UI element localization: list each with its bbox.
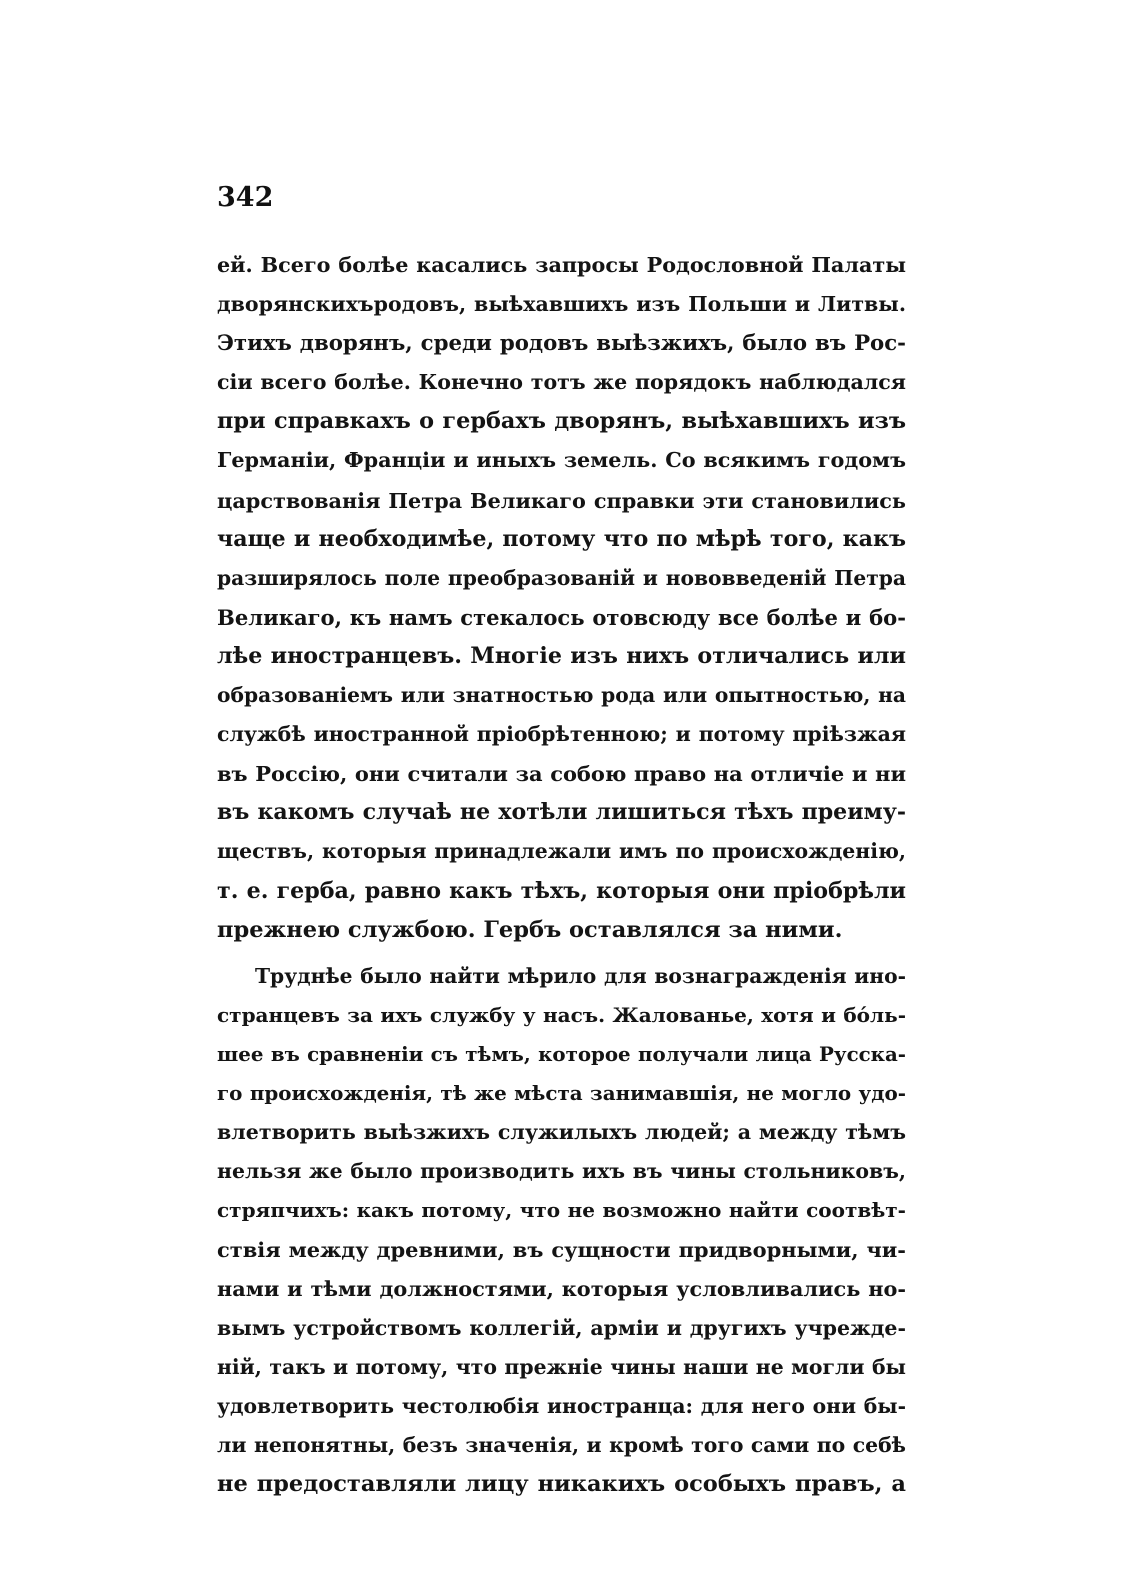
text-line: царствованія Петра Великаго справки эти становились — [217, 487, 906, 513]
text-line: удовлетворить честолюбія иностранца: для него они бы- — [217, 1393, 906, 1418]
text-line: го происхожденія, тѣ же мѣста занимавшія, не могло удо- — [217, 1080, 906, 1105]
text-line: Этихъ дворянъ, среди родовъ выѣзжихъ, было въ Рос- — [217, 331, 906, 357]
text-line: дворянскихъродовъ, выѣхавшихъ изъ Польши и Литвы. — [217, 292, 906, 317]
text-line: нами и тѣми должностями, которыя условливались но- — [217, 1276, 906, 1302]
text-line: ществъ, которыя принадлежали имъ по происхожденію, — [217, 839, 906, 864]
text-line: ей. Всего болѣе касались запросы Родословной Палаты — [217, 253, 906, 277]
text-line: стряпчихъ: какъ потому, что не возможно найти соотвѣт- — [217, 1198, 906, 1223]
text-line: Германіи, Франціи и иныхъ земель. Со всякимъ годомъ — [217, 448, 906, 473]
page-number: 342 — [217, 182, 274, 213]
text-line: въ какомъ случаѣ не хотѣли лишиться тѣхъ преиму- — [217, 799, 906, 826]
text-line: образованіемъ или знатностью рода или опытностью, на — [217, 683, 906, 708]
text-line: ній, такъ и потому, что прежніе чины наши не могли бы — [217, 1354, 906, 1379]
body-text — [217, 246, 906, 1504]
text-line: влетворить выѣзжихъ служилыхъ людей; а между тѣмъ — [217, 1120, 906, 1145]
text-line: вымъ устройствомъ коллегій, арміи и другихъ учрежде- — [217, 1315, 906, 1340]
text-line: чаще и необходимѣе, потому что по мѣрѣ того, какъ — [217, 525, 906, 552]
text-line: разширялось поле преобразованій и нововведеній Петра — [217, 565, 906, 590]
text-line: сіи всего болѣе. Конечно тотъ же порядокъ наблюдался — [217, 370, 906, 395]
text-line: Труднѣе было найти мѣрило для вознагражденія ино- — [255, 963, 906, 988]
text-line: ствія между древними, въ сущности придворными, чи- — [217, 1237, 906, 1263]
text-line: при справкахъ о гербахъ дворянъ, выѣхавшихъ изъ — [217, 408, 906, 435]
text-line: нельзя же было производить ихъ въ чины стольниковъ, — [217, 1159, 906, 1184]
text-line: не предоставляли лицу никакихъ особыхъ правъ, а — [217, 1470, 906, 1497]
text-line: странцевъ за ихъ службу у насъ. Жалованье, хотя и бόль- — [217, 1002, 906, 1027]
text-line: службѣ иностранной пріобрѣтенною; и потому пріѣзжая — [217, 722, 906, 747]
text-line: ли непонятны, безъ значенія, и кромѣ того сами по себѣ — [217, 1432, 906, 1457]
text-line: прежнею службою. Гербъ оставлялся за ними. — [217, 916, 843, 943]
text-line: въ Россію, они считали за собою право на отличіе и ни — [217, 761, 906, 787]
text-line: т. е. герба, равно какъ тѣхъ, которыя они пріобрѣли — [217, 877, 906, 904]
text-line: шее въ сравненіи съ тѣмъ, которое получали лица Русска- — [217, 1041, 906, 1066]
text-line: Великаго, къ намъ стекалось отовсюду все болѣе и бо- — [217, 604, 906, 630]
text-line: лѣе иностранцевъ. Многіе изъ нихъ отличались или — [217, 642, 906, 669]
